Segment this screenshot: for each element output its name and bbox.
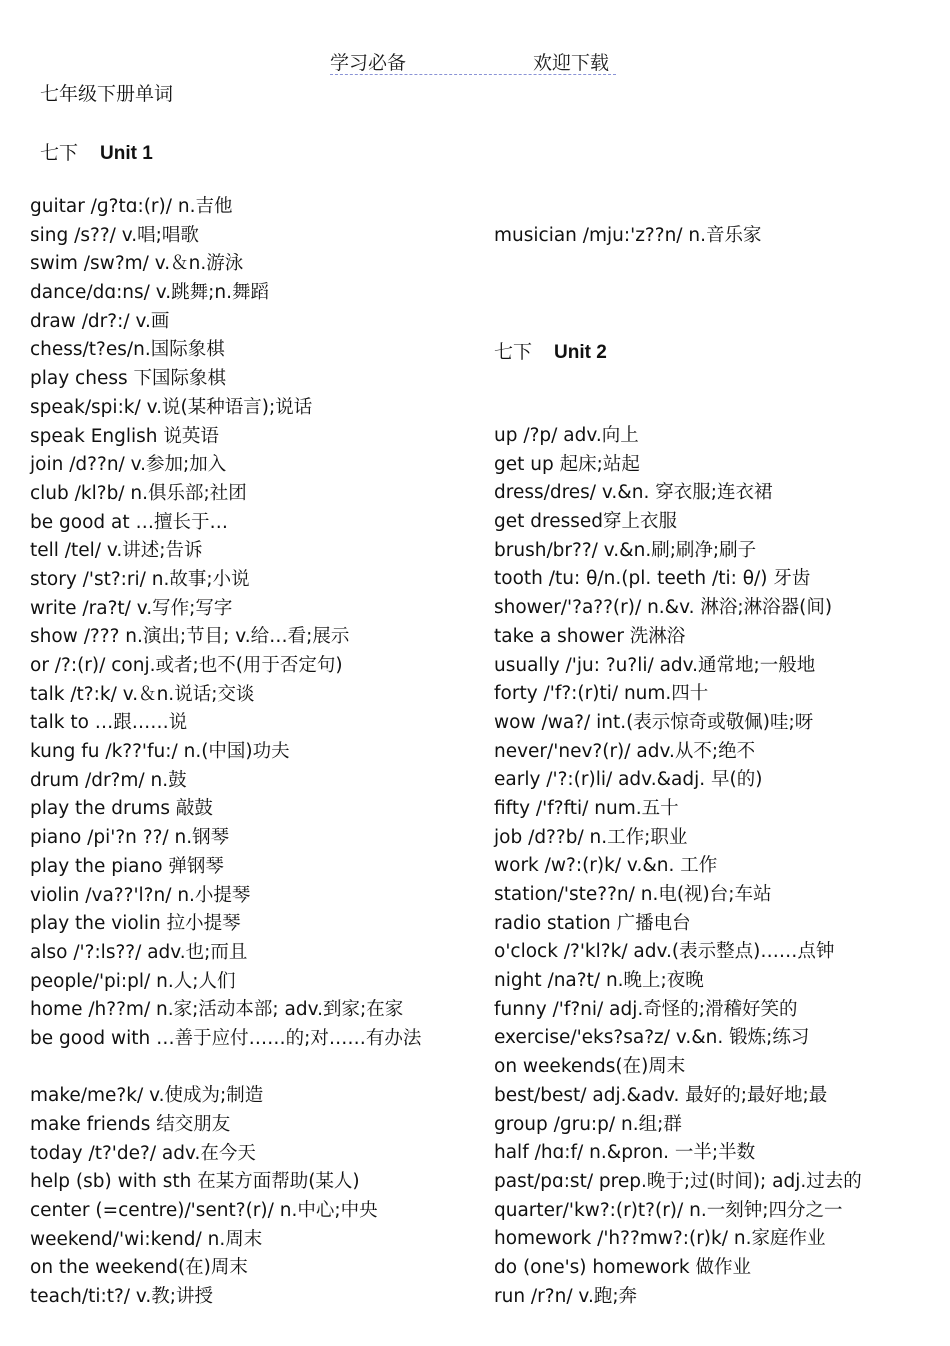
word-entry: funny /'f?ni/ adj.奇怪的;滑稽好笑的 [494, 998, 798, 1020]
word-entry: shower/'?a??(r)/ n.&v. 淋浴;淋浴器(间) [494, 597, 833, 619]
left-word-column [30, 193, 460, 1312]
word-entry: violin /va??'l?n/ n.小提琴 [30, 884, 251, 906]
word-entry: speak/spi:k/ v.说(某种语言);说话 [30, 396, 313, 418]
word-entry: guitar /ɡ?tɑ:(r)/ n.吉他 [30, 196, 233, 217]
word-entry: today /t?'de?/ adv.在今天 [30, 1142, 256, 1164]
word-entry: o'clock /?'kl?k/ adv.(表示整点)……点钟 [494, 941, 835, 963]
unit1-grade: 七下 [40, 142, 79, 164]
word-entry: radio station 广播电台 [494, 912, 691, 934]
word-entry: take a shower 洗淋浴 [494, 625, 686, 647]
word-entry: center (=centre)/'sent?(r)/ n.中心;中央 [30, 1200, 378, 1222]
word-entry: job /d??b/ n.工作;职业 [494, 826, 688, 848]
word-entry: kung fu /k??'fu:/ n.(中国)功夫 [30, 741, 290, 763]
page-header [330, 46, 616, 75]
word-entry: make/me?k/ v.使成为;制造 [30, 1085, 264, 1107]
word-entry: half /hɑ:f/ n.&pron. 一半;半数 [494, 1142, 756, 1164]
page-title: 七年级下册单词 [40, 83, 174, 105]
unit2-grade: 七下 [494, 341, 533, 363]
word-entry: chess/t?es/n.国际象棋 [30, 339, 225, 361]
word-entry: wow /wa?/ int.(表示惊奇或敬佩)哇;呀 [494, 711, 814, 733]
word-entry: swim /sw?m/ v.＆n.游泳 [30, 253, 244, 275]
word-entry: forty /'f?:(r)ti/ num.四十 [494, 683, 709, 705]
word-entry: weekend/'wi:kend/ n.周末 [30, 1228, 263, 1250]
word-entry: help (sb) with sth 在某方面帮助(某人) [30, 1171, 360, 1193]
unit2-heading [494, 337, 607, 364]
unit1-name: Unit 1 [100, 143, 153, 164]
word-entry: early /'?:(r)li/ adv.&adj. 早(的) [494, 769, 763, 791]
word-entry: fifty /'f?fti/ num.五十 [494, 797, 679, 819]
word-entry: make friends 结交朋友 [30, 1114, 231, 1136]
word-entry: homework /'h??mw?:(r)k/ n.家庭作业 [494, 1228, 826, 1250]
word-entry: people/'pi:pl/ n.人;人们 [30, 970, 236, 992]
word-entry: dance/dɑ:ns/ v.跳舞;n.舞蹈 [30, 282, 270, 304]
word-entry: speak English 说英语 [30, 425, 219, 447]
word-entry: tooth /tu: θ/n.(pl. teeth /ti: θ/) 牙齿 [494, 568, 811, 590]
unit2-name: Unit 2 [554, 342, 607, 363]
unit1-heading [40, 138, 153, 165]
word-entry: group /ɡru:p/ n.组;群 [494, 1113, 682, 1135]
right-word-column [494, 422, 924, 1311]
word-entry: station/'ste??n/ n.电(视)台;车站 [494, 884, 772, 905]
word-entry: night /na?t/ n.晚上;夜晚 [494, 970, 704, 992]
word-entry: teach/ti:t?/ v.教;讲授 [30, 1286, 214, 1308]
word-entry: never/'nev?(r)/ adv.从不;绝不 [494, 740, 756, 762]
word-entry: play the violin 拉小提琴 [30, 913, 241, 935]
word-entry: or /?:(r)/ conj.或者;也不(用于否定句) [30, 655, 343, 676]
word-entry: best/best/ adj.&adv. 最好的;最好地;最 [494, 1084, 828, 1106]
word-entry: dress/dres/ v.&n. 穿衣服;连衣裙 [494, 482, 773, 504]
word-entry: home /h??m/ n.家;活动本部; adv.到家;在家 [30, 999, 404, 1021]
right-top-word-column [494, 222, 914, 251]
word-entry: play the drums 敲鼓 [30, 798, 213, 820]
word-entry: join /d??n/ v.参加;加入 [30, 454, 227, 476]
word-entry: work /w?:(r)k/ v.&n. 工作 [494, 855, 718, 877]
word-entry: do (one's) homework 做作业 [494, 1256, 752, 1278]
word-entry: run /r?n/ v.跑;奔 [494, 1285, 638, 1307]
word-entry: get up 起床;站起 [494, 453, 640, 475]
word-entry: on weekends(在)周末 [494, 1056, 686, 1078]
word-entry: past/pɑ:st/ prep.晚于;过(时间); adj.过去的 [494, 1170, 862, 1192]
word-entry: play the piano 弹钢琴 [30, 855, 224, 877]
word-entry: draw /dr?:/ v.画 [30, 310, 170, 332]
word-entry: be good with …善于应付……的;对……有办法 [30, 1027, 422, 1049]
word-entry: talk /t?:k/ v.＆n.说话;交谈 [30, 683, 255, 705]
word-entry: musician /mju:'z??n/ n.音乐家 [494, 225, 762, 246]
header-left-text: 学习必备 [330, 52, 407, 74]
word-entry: be good at …擅长于… [30, 511, 228, 533]
header-right-text: 欢迎下载 [533, 52, 610, 74]
word-entry: brush/br??/ v.&n.刷;刷净;刷子 [494, 539, 757, 561]
word-entry: write /ra?t/ v.写作;写字 [30, 597, 233, 619]
word-entry: show /??? n.演出;节目; v.给…看;展示 [30, 626, 350, 648]
word-entry: club /kl?b/ n.俱乐部;社团 [30, 482, 247, 504]
word-entry: piano /pi'?n ??/ n.钢琴 [30, 827, 230, 849]
word-entry: story /'st?:ri/ n.故事;小说 [30, 568, 250, 590]
word-entry: exercise/'eks?sa?z/ v.&n. 锻炼;练习 [494, 1027, 810, 1049]
word-entry: talk to …跟……说 [30, 712, 188, 734]
word-entry: on the weekend(在)周末 [30, 1257, 248, 1279]
word-entry: quarter/'kw?:(r)t?(r)/ n.一刻钟;四分之一 [494, 1199, 843, 1221]
word-entry: drum /dr?m/ n.鼓 [30, 769, 187, 791]
word-entry: get dressed穿上衣服 [494, 511, 677, 533]
word-entry: play chess 下国际象棋 [30, 368, 226, 390]
word-entry: usually /'ju: ?u?li/ adv.通常地;一般地 [494, 654, 816, 676]
word-entry: sing /s??/ v.唱;唱歌 [30, 224, 199, 246]
word-entry: also /'?:ls??/ adv.也;而且 [30, 941, 248, 963]
word-entry: up /?p/ adv.向上 [494, 425, 639, 446]
word-entry: tell /tel/ v.讲述;告诉 [30, 540, 203, 562]
